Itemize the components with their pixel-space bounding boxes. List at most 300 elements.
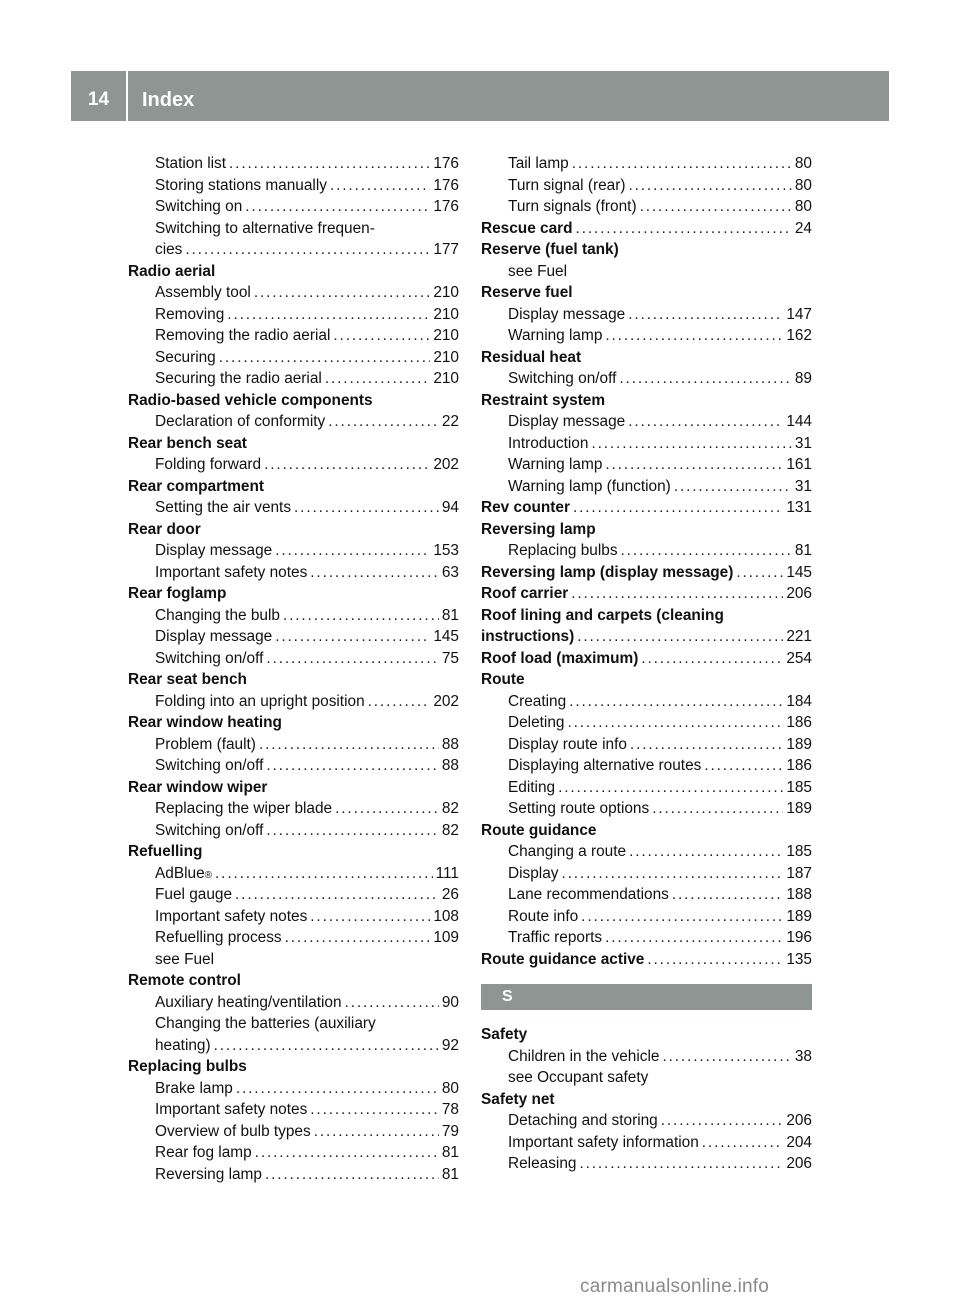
entry-text: Safety net [481, 1090, 555, 1108]
entry-text: Storing stations manually [155, 176, 327, 194]
leader-dots [605, 325, 783, 347]
index-subentry [128, 1035, 459, 1057]
leader-dots [310, 906, 430, 928]
page-reference: 176 [433, 176, 459, 194]
entry-text: Reserve (fuel tank) [481, 241, 619, 258]
index-entry [128, 261, 459, 283]
entry-text: Overview of bulb types [155, 1122, 311, 1140]
entry-text: Radio aerial [128, 262, 216, 280]
index-subentry [481, 433, 812, 455]
page-reference: 80 [794, 198, 812, 215]
entry-text: Tail lamp [508, 155, 569, 172]
entry-text: Display message [155, 628, 273, 645]
page-reference: 188 [786, 886, 812, 903]
leader-dots [672, 884, 783, 906]
leader-dots [647, 949, 783, 971]
index-subentry [481, 304, 812, 326]
entry-text: cies [155, 241, 183, 258]
page-reference: 88 [441, 735, 459, 753]
page-reference: 206 [786, 585, 812, 602]
entry-text: Editing [508, 778, 556, 796]
leader-dots [605, 927, 783, 949]
entry-text: Rev counter [481, 499, 570, 516]
index-subentry [481, 863, 812, 885]
index-entry [481, 497, 812, 519]
leader-dots [215, 863, 433, 885]
page-reference: 254 [786, 649, 812, 667]
index-subentry [481, 798, 812, 820]
leader-dots [264, 454, 430, 476]
entry-text: Important safety information [508, 1133, 699, 1151]
entry-text: Radio-based vehicle components [128, 391, 373, 409]
leader-dots [310, 562, 439, 584]
page-reference: 24 [794, 219, 812, 237]
entry-text: Refuelling [128, 843, 203, 860]
index-subentry [481, 1132, 812, 1154]
entry-text: Rear foglamp [128, 585, 227, 602]
page-reference: 161 [786, 456, 812, 473]
leader-dots [245, 196, 430, 218]
index-entry [128, 841, 459, 863]
entry-text: Children in the vehicle [508, 1047, 660, 1065]
index-subentry [128, 1121, 459, 1143]
leader-dots [219, 347, 431, 369]
leader-dots [325, 368, 430, 390]
page-reference: 111 [435, 864, 459, 882]
leader-dots [235, 884, 439, 906]
page-reference: 92 [441, 1036, 459, 1054]
entry-text: Route info [508, 907, 579, 925]
leader-dots [259, 734, 439, 756]
index-subentry [128, 1142, 459, 1164]
entry-text: Creating [508, 692, 567, 710]
index-subentry [481, 196, 812, 218]
page-reference: 109 [433, 929, 459, 946]
index-subentry [128, 648, 459, 670]
page-reference: 135 [786, 950, 812, 968]
index-subentry [128, 820, 459, 842]
entry-text: Switching on/off [508, 370, 617, 387]
page-reference: 94 [441, 499, 459, 516]
index-subentry [128, 755, 459, 777]
index-entry [481, 347, 812, 369]
leader-dots [328, 411, 439, 433]
index-subentry [481, 1153, 812, 1175]
leader-dots [630, 734, 783, 756]
index-subentry [481, 261, 812, 283]
index-subentry [128, 454, 459, 476]
index-subentry [481, 1110, 812, 1132]
page-reference: 22 [441, 413, 459, 430]
index-subentry [481, 712, 812, 734]
leader-dots [275, 626, 430, 648]
entry-text: Restraint system [481, 391, 606, 409]
entry-text: Rear window heating [128, 714, 282, 731]
index-entry [481, 669, 812, 691]
entry-text: Assembly tool [155, 284, 251, 301]
page-reference: 204 [786, 1133, 812, 1151]
index-subentry [128, 927, 459, 949]
index-subentry [128, 282, 459, 304]
leader-dots [294, 497, 439, 519]
page-reference: 78 [441, 1101, 459, 1118]
entry-text: see Fuel [508, 262, 568, 280]
leader-dots [265, 1164, 439, 1186]
index-subentry [128, 218, 459, 240]
entry-text: Display [508, 864, 559, 882]
leader-dots [621, 540, 792, 562]
page-reference: 196 [786, 929, 812, 946]
index-subentry [128, 368, 459, 390]
page-reference: 31 [794, 434, 812, 452]
index-subentry [128, 691, 459, 713]
entry-text: Roof carrier [481, 585, 569, 602]
index-entry [481, 648, 812, 670]
page-reference: 221 [786, 628, 812, 645]
index-subentry [481, 734, 812, 756]
page-reference: 210 [433, 327, 459, 344]
entry-text: Residual heat [481, 348, 582, 366]
entry-text: Auxiliary heating/ventilation [155, 993, 342, 1011]
index-subentry [481, 454, 812, 476]
entry-text: Switching to alternative frequen- [155, 219, 375, 237]
leader-dots [629, 841, 783, 863]
index-subentry [128, 949, 459, 971]
page-reference: 185 [786, 778, 812, 796]
entry-text: Deleting [508, 714, 565, 731]
entry-text: Rear door [128, 520, 201, 538]
entry-text: Route [481, 671, 525, 688]
page-reference: 153 [433, 542, 459, 559]
page-reference: 82 [441, 800, 459, 817]
index-subentry [128, 626, 459, 648]
page-reference: 88 [441, 757, 459, 774]
index-entry [128, 583, 459, 605]
index-subentry [128, 1099, 459, 1121]
entry-text: see Fuel [155, 950, 215, 968]
entry-text: Changing a route [508, 843, 627, 860]
index-subentry [481, 476, 812, 498]
entry-text: Route guidance active [481, 950, 645, 968]
index-entry [481, 583, 812, 605]
watermark: carmanualsonline.info [580, 1276, 770, 1297]
entry-text: Replacing bulbs [128, 1058, 247, 1075]
index-subentry [481, 777, 812, 799]
entry-text: Setting the air vents [155, 499, 292, 516]
page-reference: 81 [441, 1165, 459, 1183]
leader-dots [628, 304, 783, 326]
index-subentry [481, 540, 812, 562]
entry-text: Rear fog lamp [155, 1144, 252, 1161]
index-subentry [481, 368, 812, 390]
entry-text: Introduction [508, 434, 589, 452]
index-entry [481, 390, 812, 412]
index-subentry [128, 175, 459, 197]
leader-dots [314, 1121, 439, 1143]
entry-text: Important safety notes [155, 563, 308, 581]
leader-dots [572, 153, 792, 175]
index-subentry [128, 540, 459, 562]
page-reference: 82 [441, 821, 459, 839]
entry-text: Refuelling process [155, 929, 282, 946]
entry-text: Reversing lamp (display message) [481, 563, 734, 581]
leader-dots [569, 691, 783, 713]
leader-dots [579, 1153, 783, 1175]
leader-dots [702, 1132, 784, 1154]
index-subentry [481, 927, 812, 949]
page-reference: 210 [433, 305, 459, 323]
entry-text: Display message [155, 542, 273, 559]
index-subentry [128, 1078, 459, 1100]
index-subentry [481, 841, 812, 863]
index-entry [481, 562, 812, 584]
entry-text: Remote control [128, 972, 241, 989]
page-reference: 185 [786, 843, 812, 860]
index-entry [481, 282, 812, 304]
entry-text: Reversing lamp [155, 1165, 262, 1183]
page-number: 14 [87, 89, 110, 110]
leader-dots [571, 583, 783, 605]
index-subentry [128, 325, 459, 347]
leader-dots [310, 1099, 439, 1121]
page-reference: 202 [433, 692, 459, 710]
leader-dots [567, 712, 783, 734]
index-subentry [481, 1067, 812, 1089]
page-reference: 131 [786, 499, 812, 516]
leader-dots [661, 1110, 784, 1132]
page-reference: 26 [441, 886, 459, 903]
entry-text: Switching on [155, 198, 243, 215]
index-entry [128, 390, 459, 412]
section-letter-heading: S [481, 984, 812, 1010]
entry-text: Displaying alternative routes [508, 757, 702, 774]
index-subentry [481, 153, 812, 175]
entry-text: Changing the batteries (auxiliary [155, 1015, 376, 1032]
entry-text: Turn signal (rear) [508, 176, 626, 194]
entry-text: Display route info [508, 735, 627, 753]
index-entry [128, 970, 459, 992]
index-subentry: AdBlue ® . . . 111 [128, 863, 459, 885]
entry-text: Setting route options [508, 800, 650, 817]
entry-text: Reversing lamp [481, 520, 596, 538]
entry-text: Rescue card [481, 219, 573, 237]
leader-dots [227, 304, 430, 326]
entry-text: Switching on/off [155, 821, 264, 839]
page-reference: 210 [433, 370, 459, 387]
entry-text: Traffic reports [508, 929, 603, 946]
leader-dots [674, 476, 792, 498]
page-reference: 210 [433, 348, 459, 366]
index-column-right [481, 153, 812, 1175]
entry-text: Problem (fault) [155, 735, 256, 753]
index-subentry [128, 605, 459, 627]
leader-dots [736, 562, 783, 584]
index-entry [481, 218, 812, 240]
entry-text: Reserve fuel [481, 284, 573, 301]
index-entry [128, 777, 459, 799]
entry-text: Removing the radio aerial [155, 327, 331, 344]
index-entry [481, 239, 812, 261]
index-subentry [128, 1164, 459, 1186]
leader-dots [581, 906, 783, 928]
index-subentry [128, 239, 459, 261]
leader-dots [605, 454, 783, 476]
leader-dots [641, 648, 783, 670]
page-reference: 89 [794, 370, 812, 387]
leader-dots [591, 433, 791, 455]
page-reference: 145 [786, 563, 812, 581]
entry-text: Releasing [508, 1155, 577, 1172]
page-reference: 189 [786, 907, 812, 925]
leader-dots [628, 175, 791, 197]
leader-dots [345, 992, 439, 1014]
leader-dots [561, 863, 783, 885]
index-subentry [128, 304, 459, 326]
index-entry [481, 1089, 812, 1111]
entry-text: Rear bench seat [128, 434, 247, 452]
index-column-left [128, 153, 459, 1185]
page-reference: 177 [433, 241, 459, 258]
index-entry [481, 1024, 812, 1046]
leader-dots [330, 175, 430, 197]
index-subentry [128, 992, 459, 1014]
leader-dots [662, 1046, 791, 1068]
entry-text: Warning lamp (function) [508, 477, 671, 495]
entry-text: Changing the bulb [155, 606, 280, 624]
page-reference: 210 [433, 284, 459, 301]
leader-dots [652, 798, 783, 820]
entry-text: Route guidance [481, 821, 597, 839]
entry-text: Securing [155, 348, 216, 366]
entry-text: Lane recommendations [508, 886, 669, 903]
index-entry [128, 712, 459, 734]
leader-dots [640, 196, 792, 218]
leader-dots [558, 777, 783, 799]
index-subentry [128, 196, 459, 218]
leader-dots [266, 648, 439, 670]
index-entry [128, 476, 459, 498]
page-reference: 31 [794, 477, 812, 495]
entry-text: Securing the radio aerial [155, 370, 322, 387]
index-subentry [481, 755, 812, 777]
page-reference: 147 [786, 305, 812, 323]
page-reference: 202 [433, 456, 459, 473]
leader-dots [185, 239, 430, 261]
index-subentry [128, 497, 459, 519]
entry-text: Display message [508, 413, 626, 430]
page-reference: 79 [441, 1122, 459, 1140]
page-reference: 184 [786, 692, 812, 710]
entry-text: instructions) [481, 628, 575, 645]
index-entry [481, 949, 812, 971]
section-title: Index [142, 89, 195, 111]
page-reference: 189 [786, 735, 812, 753]
index-entry [128, 669, 459, 691]
index-entry [128, 1056, 459, 1078]
entry-text: Folding forward [155, 456, 262, 473]
leader-dots [577, 626, 783, 648]
page-reference: 187 [786, 864, 812, 882]
entry-text: Brake lamp [155, 1079, 233, 1097]
leader-dots [255, 1142, 439, 1164]
index-subentry [128, 798, 459, 820]
entry-text: see Occupant safety [508, 1069, 649, 1086]
page-reference: 80 [794, 155, 812, 172]
index-subentry [128, 411, 459, 433]
page-reference: 81 [441, 1144, 459, 1161]
entry-text: Important safety notes [155, 1101, 308, 1118]
index-subentry [481, 175, 812, 197]
index-subentry [481, 325, 812, 347]
entry-text: Roof load (maximum) [481, 649, 639, 667]
entry-text: Warning lamp [508, 456, 603, 473]
index-subentry [481, 906, 812, 928]
leader-dots [236, 1078, 439, 1100]
entry-text: Rear window wiper [128, 778, 268, 796]
page-reference: 206 [786, 1155, 812, 1172]
entry-text: Replacing the wiper blade [155, 800, 333, 817]
leader-dots [229, 153, 430, 175]
leader-dots [576, 218, 792, 240]
page-reference: 186 [786, 714, 812, 731]
header-divider [126, 71, 128, 121]
index-subentry [128, 1013, 459, 1035]
entry-text: Folding into an upright position [155, 692, 365, 710]
entry-text: Warning lamp [508, 327, 603, 344]
leader-dots [333, 325, 430, 347]
entry-text: Replacing bulbs [508, 542, 618, 559]
page-reference: 162 [786, 327, 812, 344]
page-reference: 186 [786, 757, 812, 774]
entry-text: Detaching and storing [508, 1112, 658, 1129]
leader-dots [254, 282, 431, 304]
index-subentry [481, 884, 812, 906]
entry-text: AdBlue [155, 864, 205, 882]
page-reference: 206 [786, 1112, 812, 1129]
page-reference: 81 [441, 606, 459, 624]
page-reference: 63 [441, 563, 459, 581]
leader-dots [266, 755, 439, 777]
page-reference: 81 [794, 542, 812, 559]
page-reference: 144 [786, 413, 812, 430]
page-reference: 80 [794, 176, 812, 194]
page-reference: 80 [441, 1079, 459, 1097]
entry-text: Safety [481, 1026, 528, 1043]
entry-text: Turn signals (front) [508, 198, 637, 215]
leader-dots [285, 927, 431, 949]
leader-dots [628, 411, 783, 433]
index-entry [128, 519, 459, 541]
page-reference: 176 [433, 198, 459, 215]
leader-dots [275, 540, 430, 562]
index-subentry [128, 562, 459, 584]
page-reference: 145 [433, 628, 459, 645]
index-subentry [128, 906, 459, 928]
index-subentry [481, 1046, 812, 1068]
index-subentry [128, 347, 459, 369]
index-subentry [128, 734, 459, 756]
index-subentry [128, 884, 459, 906]
page-reference: 189 [786, 800, 812, 817]
page-reference: 90 [441, 993, 459, 1011]
entry-text: Roof lining and carpets (cleaning [481, 606, 724, 624]
index-entry [481, 820, 812, 842]
index-entry [128, 433, 459, 455]
index-subentry [128, 153, 459, 175]
index-subentry [481, 691, 812, 713]
index-entry [481, 626, 812, 648]
page-header [71, 71, 889, 121]
